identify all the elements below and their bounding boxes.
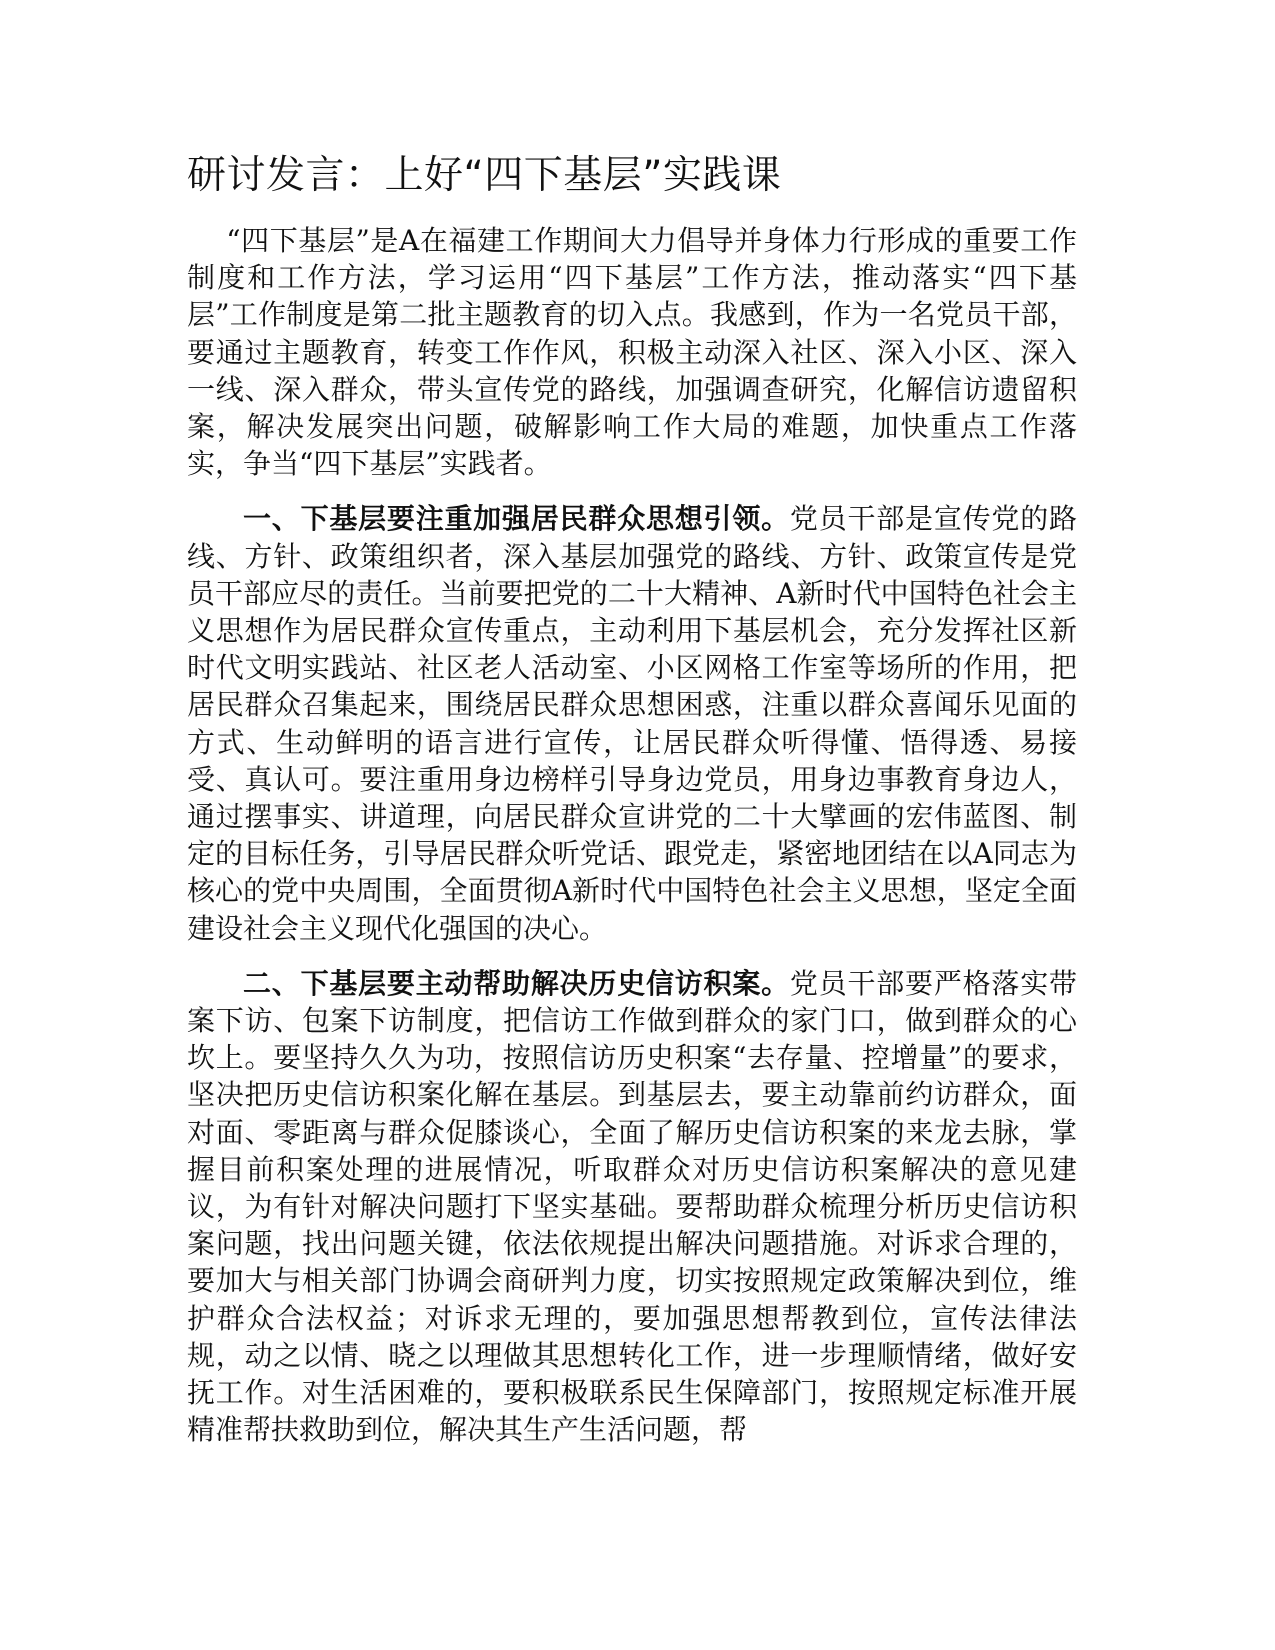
intro-paragraph: “四下基层”是A在福建工作期间大力倡导并身体力行形成的重要工作制度和工作方法，学习运用“四下基层”工作方法，推动落实“四下基层”工作制度是第二批主题教育的切入点。我感到，作为一名党员干部，要通过主题教育，转变工作作风，积极主动深入社区、深入小区、深入一线、深入群众，带头宣传党的路线，加强调查研究，化解信访遗留积案，解决发展突出问题，破解影响工作大局的难题，加快重点工作落实，争当“四下基层”实践者。 xyxy=(187,224,1077,481)
section-paragraph-1 xyxy=(187,500,1077,946)
document-title: 研讨发言：上好“四下基层”实践课 xyxy=(187,153,782,198)
section-paragraph-2 xyxy=(187,965,1077,1449)
document-body xyxy=(187,222,1077,1467)
section-text-2: 党员干部要严格落实带案下访、包案下访制度，把信访工作做到群众的家门口，做到群众的心坎上。要坚持久久为功，按照信访历史积案“去存量、控增量”的要求，坚决把历史信访积案化解在基层。到基层去，要主动靠前约访群众，面对面、零距离与群众促膝谈心，全面了解历史信访积案的来龙去脉，掌握目前积案处理的进展情况，听取群众对历史信访积案解决的意见建议，为有针对解决问题打下坚实基础。要帮助群众梳理分析历史信访积案问题，找出问题关键，依法依规提出解决问题措施。对诉求合理的，要加大与相关部门协调会商研判力度，切实按照规定政策解决到位，维护群众合法权益；对诉求无理的，要加强思想帮教到位，宣传法律法规，动之以情、晓之以理做其思想转化工作，进一步理顺情绪，做好安抚工作。对生活困难的，要积极联系民生保障部门，按照规定标准开展精准帮扶救助到位，解决其生产生活问题，帮 xyxy=(187,966,1077,1447)
section-heading-2: 二、下基层要主动帮助解决历史信访积案。 xyxy=(243,966,790,1000)
section-heading-1: 一、下基层要注重加强居民群众思想引领。 xyxy=(243,502,790,536)
section-text-1: 党员干部是宣传党的路线、方针、政策组织者，深入基层加强党的路线、方针、政策宣传是党员干部应尽的责任。当前要把党的二十大精神、A新时代中国特色社会主义思想作为居民群众宣传重点，主动利用下基层机会，充分发挥社区新时代文明实践站、社区老人活动室、小区网格工作室等场所的作用，把居民群众召集起来，围绕居民群众思想困惑，注重以群众喜闻乐见面的方式、生动鲜明的语言进行宣传，让居民群众听得懂、悟得透、易接受、真认可。要注重用身边榜样引导身边党员，用身边事教育身边人，通过摆事实、讲道理，向居民群众宣讲党的二十大擘画的宏伟蓝图、制定的目标任务，引导居民群众听党话、跟党走，紧密地团结在以A同志为核心的党中央周围，全面贯彻A新时代中国特色社会主义思想，坚定全面建设社会主义现代化强国的决心。 xyxy=(187,502,1077,945)
